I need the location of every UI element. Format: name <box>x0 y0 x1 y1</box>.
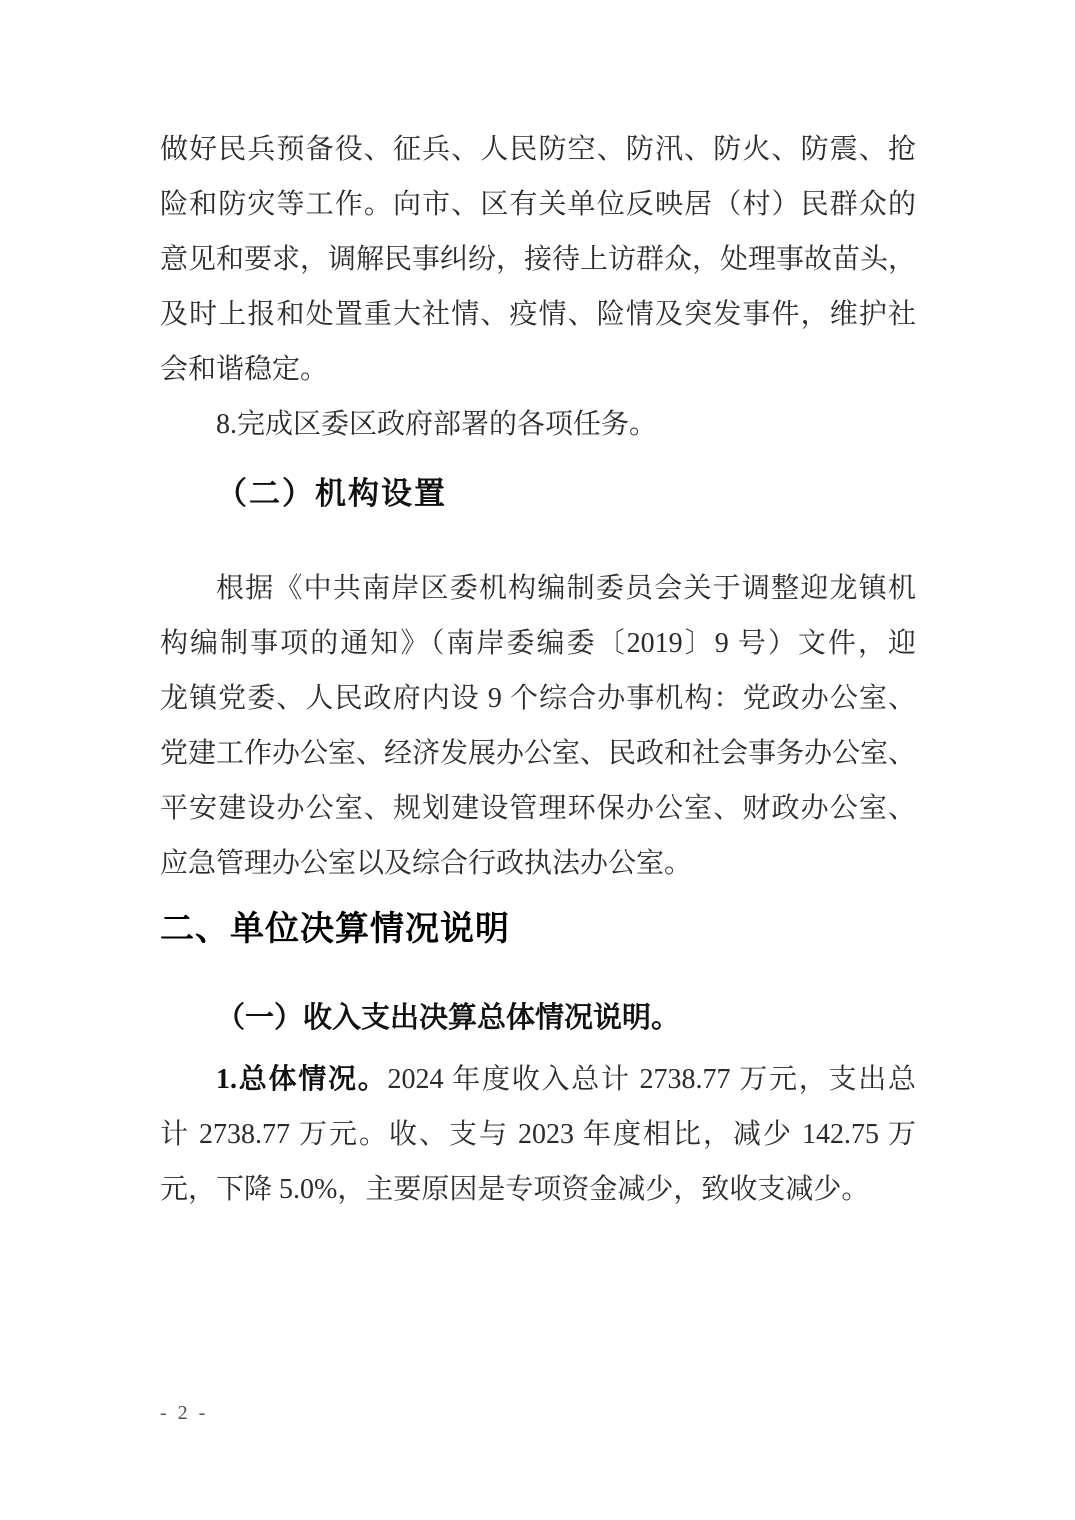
text-line: 党建工作办公室、经济发展办公室、民政和社会事务办公室、 <box>160 738 917 769</box>
heading-section-two: 二、单位决算情况说明 <box>160 910 510 948</box>
paragraph-overall-rest <box>160 1107 916 1217</box>
text-line: 险和防灾等工作。向市、区有关单位反映居（村）民群众的 <box>160 189 916 220</box>
text-line: 应急管理办公室以及综合行政执法办公室。 <box>160 848 693 879</box>
paragraph-task-8 <box>160 397 916 452</box>
text-line: 平安建设办公室、规划建设管理环保办公室、财政办公室、 <box>160 793 916 824</box>
paragraph-duties-continuation <box>160 122 916 397</box>
paragraph-overall-line1: 2024 年度收入总计 2738.77 万元，支出总 <box>387 1064 916 1095</box>
text-line: 构编制事项的通知》（南岸委编委〔2019〕9 号）文件，迎 <box>160 628 916 659</box>
text-line: 元，下降 5.0%，主要原因是专项资金减少，致收支减少。 <box>160 1174 870 1205</box>
text-line: 会和谐稳定。 <box>160 354 329 385</box>
page-number: - 2 - <box>160 1402 209 1424</box>
text-line: 龙镇党委、人民政府内设 9 个综合办事机构：党政办公室、 <box>160 683 916 714</box>
text-line: 8.完成区委区政府部署的各项任务。 <box>216 409 658 440</box>
text-line: 根据《中共南岸区委机构编制委员会关于调整迎龙镇机 <box>216 573 916 604</box>
text-line: 做好民兵预备役、征兵、人民防空、防汛、防火、防震、抢 <box>160 134 916 165</box>
text-line: 计 2738.77 万元。收、支与 2023 年度相比，减少 142.75 万 <box>160 1119 916 1150</box>
paragraph-overall-lead: 1.总体情况。 <box>216 1064 388 1095</box>
paragraph-overall-situation <box>160 1052 916 1217</box>
heading-org-setup: （二）机构设置 <box>216 476 447 511</box>
text-line: 意见和要求，调解民事纠纷，接待上访群众，处理事故苗头， <box>160 244 917 275</box>
text-line <box>160 1052 916 1107</box>
heading-income-expense-overview: （一）收入支出决算总体情况说明。 <box>216 1002 681 1034</box>
paragraph-org-setup <box>160 561 916 891</box>
text-line: 及时上报和处置重大社情、疫情、险情及突发事件，维护社 <box>160 299 916 330</box>
document-body <box>160 122 916 1217</box>
